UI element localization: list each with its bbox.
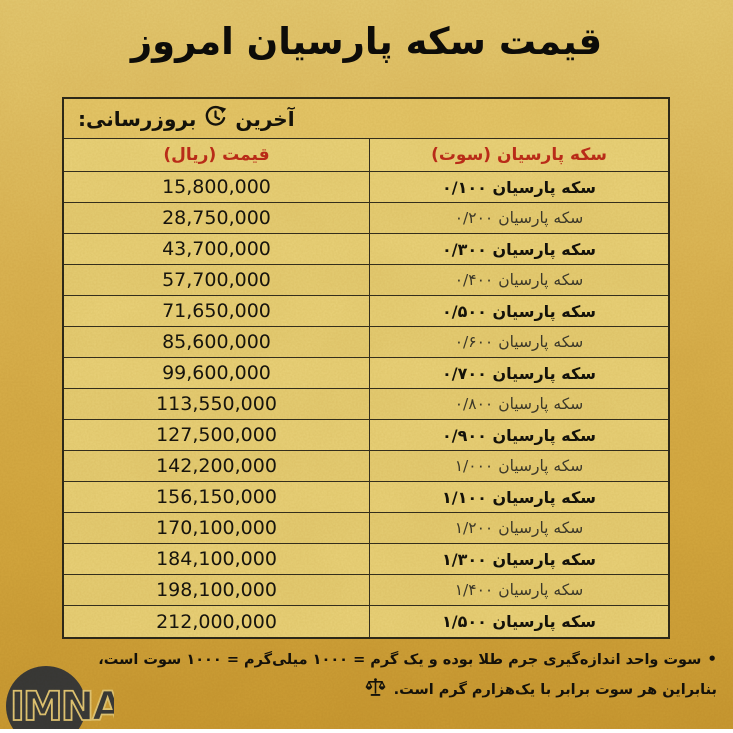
column-header-row [64, 139, 668, 172]
page-title: قیمت سکه پارسیان امروز [130, 20, 603, 63]
table-row [64, 234, 668, 265]
coin-name-cell: سکه پارسیان ۱/۱۰۰ [442, 487, 596, 507]
coin-column-header: سکه پارسیان (سوت) [431, 145, 607, 165]
imna-logo [2, 662, 114, 733]
table-row [64, 327, 668, 358]
coin-name-cell: سکه پارسیان ۰/۷۰۰ [442, 363, 596, 383]
table-row [64, 513, 668, 544]
balance-scale-icon [365, 677, 386, 702]
table-row [64, 482, 668, 513]
price-cell: 170,100,000 [64, 513, 370, 543]
price-cell: 43,700,000 [64, 234, 370, 264]
coin-name-cell: سکه پارسیان ۱/۴۰۰ [454, 581, 584, 599]
coin-name-cell: سکه پارسیان ۱/۲۰۰ [454, 519, 584, 537]
price-table [62, 97, 670, 639]
last-update-first-word: آخرین [235, 106, 295, 131]
coin-name-cell: سکه پارسیان ۰/۳۰۰ [442, 239, 596, 259]
table-body [64, 172, 668, 637]
coin-name-cell: سکه پارسیان ۰/۶۰۰ [454, 333, 584, 351]
coin-name-cell: سکه پارسیان ۰/۲۰۰ [454, 209, 584, 227]
imna-logo-text: IMNA [10, 684, 114, 729]
price-cell: 212,000,000 [64, 606, 370, 637]
price-cell: 198,100,000 [64, 575, 370, 605]
coin-name-cell: سکه پارسیان ۰/۵۰۰ [442, 301, 596, 321]
table-row [64, 358, 668, 389]
table-row [64, 296, 668, 327]
footnote-text-1: سوت واحد اندازه‌گیری جرم طلا بوده و یک گرم = ۱۰۰۰ میلی‌گرم = ۱۰۰۰ سوت است، [98, 652, 702, 668]
coin-name-cell: سکه پارسیان ۱/۵۰۰ [442, 612, 596, 631]
table-row [64, 544, 668, 575]
table-row [64, 451, 668, 482]
price-cell: 71,650,000 [64, 296, 370, 326]
footnote-text-2: بنابراین هر سوت برابر با یک‌هزارم گرم است. [393, 682, 717, 698]
coin-name-cell: سکه پارسیان ۰/۹۰۰ [442, 425, 596, 445]
price-cell: 57,700,000 [64, 265, 370, 295]
table-row [64, 420, 668, 451]
price-cell: 28,750,000 [64, 203, 370, 233]
last-update-label: بروزرسانی: [78, 106, 197, 131]
price-cell: 156,150,000 [64, 482, 370, 512]
price-column-header: قیمت (ریال) [64, 139, 370, 171]
table-row [64, 389, 668, 420]
coin-name-cell: سکه پارسیان ۰/۴۰۰ [454, 271, 584, 289]
refresh-clock-icon [203, 104, 228, 133]
last-update-row [64, 99, 668, 139]
price-cell: 99,600,000 [64, 358, 370, 388]
footnote-line-1 [98, 650, 717, 668]
price-cell: 142,200,000 [64, 451, 370, 481]
table-row [64, 606, 668, 637]
bullet-marker: • [707, 650, 717, 668]
price-cell: 113,550,000 [64, 389, 370, 419]
table-row [64, 265, 668, 296]
price-cell: 85,600,000 [64, 327, 370, 357]
coin-name-cell: سکه پارسیان ۰/۱۰۰ [442, 177, 596, 197]
table-row [64, 172, 668, 203]
table-row [64, 203, 668, 234]
coin-name-cell: سکه پارسیان ۱/۰۰۰ [454, 457, 584, 475]
footnote-line-2 [365, 677, 717, 702]
coin-name-cell: سکه پارسیان ۰/۸۰۰ [454, 395, 584, 413]
price-cell: 15,800,000 [64, 172, 370, 202]
price-cell: 184,100,000 [64, 544, 370, 574]
price-cell: 127,500,000 [64, 420, 370, 450]
table-row [64, 575, 668, 606]
coin-name-cell: سکه پارسیان ۱/۳۰۰ [442, 549, 596, 569]
